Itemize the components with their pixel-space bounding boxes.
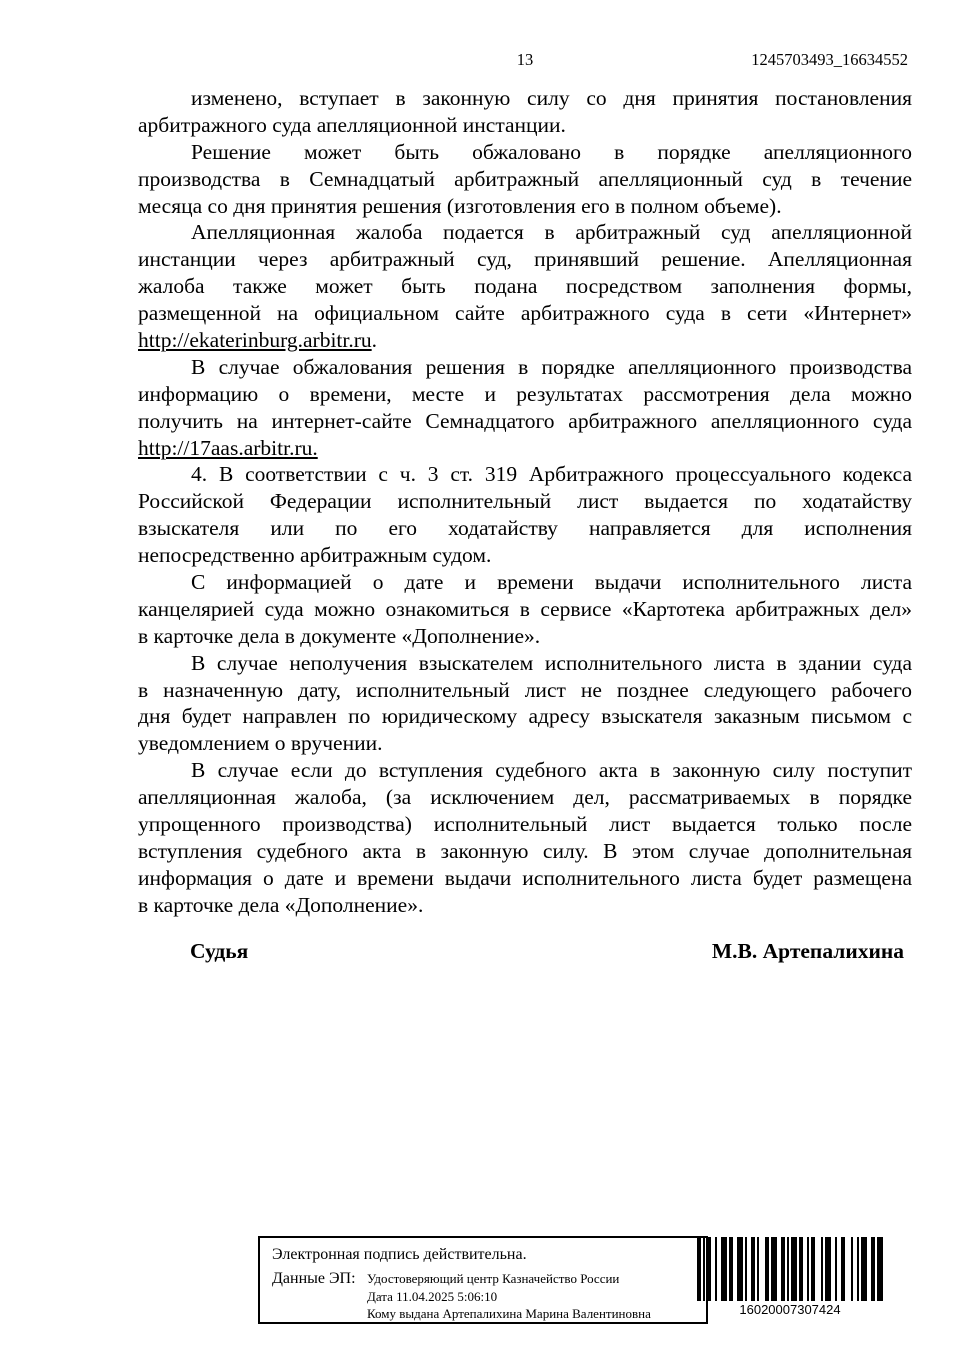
- text-run: информация о дате и времени выдачи исполнительного листа будет размещена: [138, 865, 912, 890]
- text-run: непосредственно арбитражным судом.: [138, 543, 492, 568]
- text-line: [138, 435, 912, 462]
- paragraph: [138, 650, 912, 758]
- text-line: [138, 112, 912, 139]
- text-run: упрощенного производства) исполнительный лист выдается только после: [138, 812, 912, 837]
- stamp-details: [367, 1270, 651, 1323]
- signature-row: [138, 938, 912, 965]
- electronic-signature-stamp: [258, 1236, 708, 1324]
- text-run: взыскателя или по его ходатайству направляется для исполнения: [138, 516, 912, 541]
- text-line: [138, 865, 912, 892]
- document-id: 1245703493_16634552: [751, 50, 908, 69]
- text-run: Российской Федерации исполнительный лист выдается по ходатайству: [138, 489, 912, 514]
- text-line: [138, 515, 912, 542]
- text-run: В случае неполучения взыскателем исполнительного листа в здании суда: [191, 650, 912, 675]
- text-run: С информацией о дате и времени выдачи исполнительного листа: [191, 570, 912, 595]
- text-line: [138, 381, 912, 408]
- text-line: [138, 139, 912, 166]
- page-header: [138, 50, 912, 72]
- text-run: уведомлением о вручении.: [138, 731, 383, 756]
- paragraph: [138, 757, 912, 918]
- text-run: Апелляционная жалоба подается в арбитражный суд апелляционной: [191, 220, 912, 245]
- text-run: месяца со дня принятия решения (изготовления его в полном объеме).: [138, 193, 782, 218]
- barcode-number: 16020007307424: [739, 1302, 841, 1317]
- paragraph: [138, 139, 912, 220]
- text-run: Решение может быть обжаловано в порядке апелляционного: [191, 139, 912, 164]
- signature-name: М.В. Артепалихина: [711, 939, 904, 963]
- paragraph: [138, 569, 912, 650]
- text-line: [138, 703, 912, 730]
- stamp-detail-line: Удостоверяющий центр Казначейство России: [367, 1271, 620, 1286]
- text-run: вступления судебного акта в законную силу. В этом случае дополнительная: [138, 838, 912, 863]
- text-line: [138, 542, 912, 569]
- stamp-detail-line: Дата 11.04.2025 5:06:10: [367, 1288, 498, 1304]
- document-body: [138, 85, 912, 919]
- text-line: [138, 811, 912, 838]
- text-line: [138, 273, 912, 300]
- barcode: [697, 1237, 883, 1317]
- text-line: [138, 757, 912, 784]
- text-run: инстанции через арбитражный суд, принявший решение. Апелляционная: [138, 247, 912, 272]
- text-run: .: [371, 328, 378, 353]
- barcode-bars: [697, 1237, 883, 1301]
- text-line: [138, 166, 912, 193]
- stamp-detail-line: Кому выдана Артепалихина Марина Валентиновна: [367, 1306, 651, 1321]
- text-run: размещенной на официальном сайте арбитражного суда в сети «Интернет»: [138, 301, 912, 326]
- text-run: получить на интернет-сайте Семнадцатого арбитражного апелляционного суда: [138, 408, 912, 433]
- text-line: [138, 650, 912, 677]
- text-run: жалоба также может быть подана посредством заполнения формы,: [138, 274, 912, 299]
- paragraph: [138, 461, 912, 569]
- text-line: [138, 219, 912, 246]
- text-run: арбитражного суда апелляционной инстанции.: [138, 112, 566, 137]
- barcode-bar: [877, 1237, 883, 1301]
- text-line: [138, 488, 912, 515]
- text-line: [138, 784, 912, 811]
- text-line: [138, 300, 912, 327]
- text-run: В случае если до вступления судебного акта в законную силу поступит: [191, 758, 912, 783]
- text-line: [138, 327, 912, 354]
- text-run: 4. В соответствии с ч. 3 ст. 319 Арбитражного процессуального кодекса: [191, 462, 912, 487]
- text-line: [138, 193, 912, 220]
- text-line: [138, 85, 912, 112]
- text-line: [138, 677, 912, 704]
- text-line: [138, 461, 912, 488]
- stamp-data-row: [272, 1270, 694, 1323]
- text-run: канцелярией суда можно ознакомиться в сервисе «Картотека арбитражных дел»: [138, 596, 912, 621]
- text-run: в карточке дела в документе «Дополнение».: [138, 623, 541, 648]
- text-line: [138, 596, 912, 623]
- text-line: [138, 569, 912, 596]
- text-line: [138, 354, 912, 381]
- text-line: [138, 623, 912, 650]
- text-line: [138, 246, 912, 273]
- text-run: в назначенную дату, исполнительный лист не позднее следующего рабочего: [138, 677, 912, 702]
- text-run: дня будет направлен по юридическому адресу взыскателя заказным письмом с: [138, 704, 912, 729]
- url-text: http://ekaterinburg.arbitr.ru: [138, 328, 372, 353]
- page-number: 13: [516, 50, 534, 69]
- paragraph: [138, 85, 912, 139]
- text-run: информацию о времени, месте и результатах рассмотрения дела можно: [138, 381, 912, 406]
- text-run: апелляционная жалоба, (за исключением дел, рассматриваемых в порядке: [138, 785, 912, 810]
- url-text: http://17aas.arbitr.ru.: [138, 435, 318, 460]
- text-line: [138, 892, 912, 919]
- stamp-data-label: Данные ЭП:: [272, 1270, 356, 1287]
- text-run: В случае обжалования решения в порядке апелляционного производства: [191, 354, 912, 379]
- paragraph: [138, 354, 912, 462]
- paragraph: [138, 219, 912, 353]
- stamp-validity-text: Электронная подпись действительна.: [272, 1246, 527, 1263]
- text-run: производства в Семнадцатый арбитражный апелляционный суд в течение: [138, 166, 912, 191]
- text-line: [138, 838, 912, 865]
- signature-role: Судья: [190, 939, 249, 963]
- text-line: [138, 730, 912, 757]
- text-line: [138, 408, 912, 435]
- text-run: изменено, вступает в законную силу со дня принятия постановления: [191, 86, 912, 110]
- text-run: в карточке дела «Дополнение».: [138, 892, 424, 917]
